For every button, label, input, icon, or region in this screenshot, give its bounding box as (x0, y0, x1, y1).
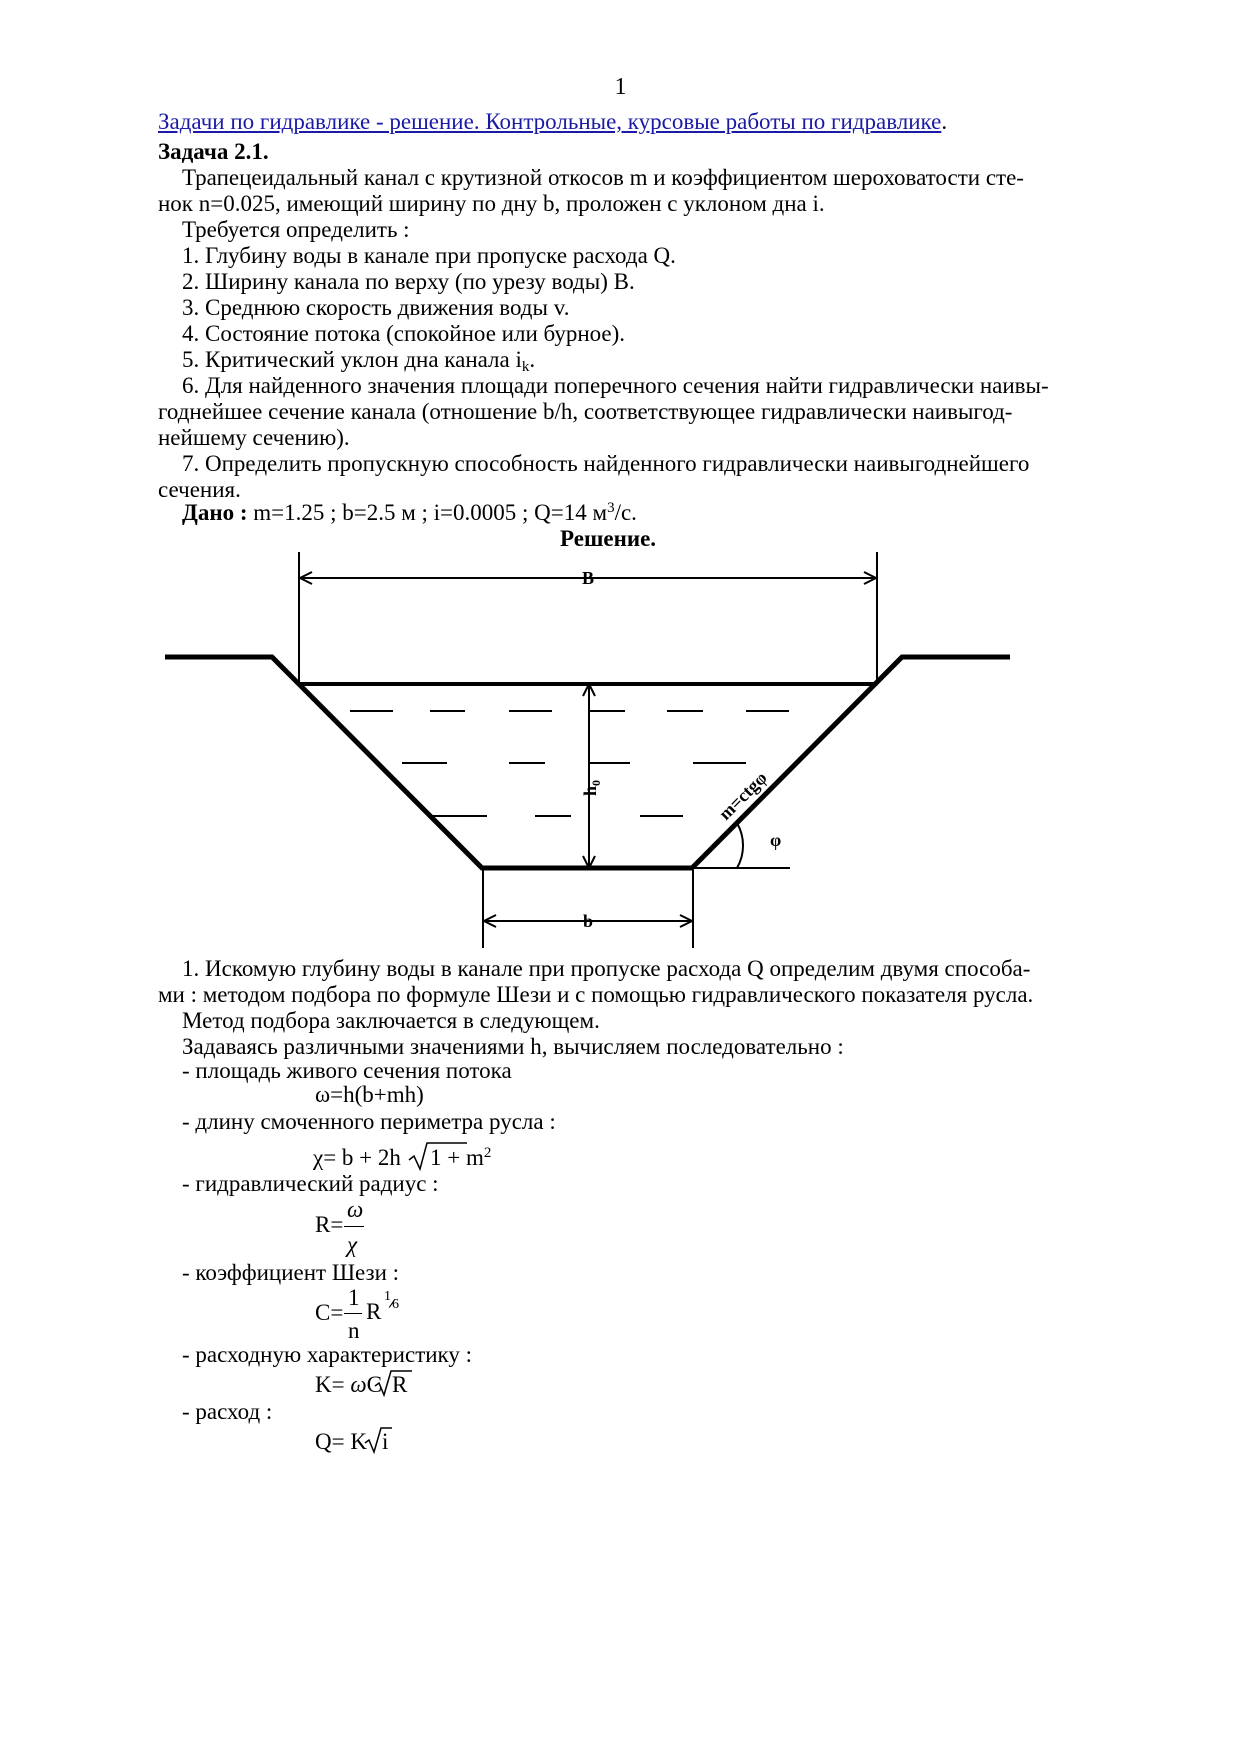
formula-discharge: Q= K (315, 1429, 367, 1454)
item-7-line-1: 7. Определить пропускную способность найденного гидравлически наивыгоднейшего (182, 451, 1030, 476)
task-title: Задача 2.1. (158, 139, 269, 164)
formula-chezy-power-num: 1 (384, 1289, 391, 1304)
header-link-line (158, 110, 947, 133)
item-6-line-3: нейшему сечению). (158, 425, 350, 450)
item-1: 1. Глубину воды в канале при пропуске расхода Q. (182, 243, 676, 268)
formula-radius-denominator: χ (347, 1232, 358, 1257)
step-chezy: - коэффициент Шези : (182, 1260, 400, 1285)
formula-radius-bar (344, 1226, 364, 1227)
item-3: 3. Среднюю скорость движения воды v. (182, 295, 570, 320)
formula-chezy-power-den: 6 (392, 1297, 399, 1312)
formula-area: ω=h(b+mh) (315, 1082, 424, 1107)
formula-radius-numerator: ω (347, 1197, 364, 1222)
item-2: 2. Ширину канала по верху (по урезу воды) B. (182, 269, 635, 294)
intro-line-2: нок n=0.025, имеющий ширину по дну b, проложен с уклоном дна i. (158, 191, 825, 216)
formula-chezy-bar (344, 1313, 362, 1314)
step-perimeter: - длину смоченного периметра русла : (182, 1109, 556, 1134)
step-conveyance: - расходную характеристику : (182, 1342, 473, 1367)
step-area: - площадь живого сечения потока (182, 1058, 512, 1083)
formula-chezy-numerator: 1 (348, 1285, 360, 1310)
page-number: 1 (614, 74, 627, 100)
sqrt-sign-discharge (364, 1425, 394, 1455)
requires-line: Требуется определить : (182, 217, 410, 242)
label-h0: $h_0$ (580, 779, 603, 797)
formula-conveyance: K= ωC (315, 1372, 382, 1397)
header-link[interactable]: Задачи по гидравлике - решение. Контрольные, курсовые работы по гидравлике (158, 109, 942, 134)
solution-line-3: Метод подбора заключается в следующем. (182, 1008, 600, 1033)
formula-chezy-R: R (366, 1299, 382, 1324)
step-discharge: - расход : (182, 1399, 273, 1424)
given-line: Дано : m=1.25 ; b=2.5 м ; i=0.0005 ; Q=14 $м^3/с$. (182, 500, 637, 525)
formula-chezy-lhs: C= (315, 1300, 344, 1325)
formula-perimeter: χ= b + 2h (313, 1145, 401, 1170)
formula-conveyance-radicand: R (392, 1372, 408, 1397)
step-radius: - гидравлический радиус : (182, 1171, 439, 1196)
solution-heading: Решение. (560, 526, 657, 551)
item-5-subscript: k (521, 359, 530, 375)
given-label: Дано : (182, 500, 248, 525)
formula-perimeter-radicand: $1 + m^2$ (430, 1145, 492, 1170)
angle-arc (737, 823, 743, 868)
item-6-line-2: годнейшее сечение канала (отношение b/h, соответствующее гидравлически наивыгод- (158, 399, 1013, 424)
item-4: 4. Состояние потока (спокойное или бурное). (182, 321, 626, 346)
intro-line-1: Трапецеидальный канал с крутизной откосов m и коэффициентом шероховатости сте- (182, 165, 1024, 190)
solution-line-4: Задаваясь различными значениями h, вычисляем последовательно : (182, 1034, 844, 1059)
label-B: B (581, 568, 595, 588)
item-5: 5. Критический уклон дна канала $i_k$. (182, 347, 536, 375)
item-6-line-1: 6. Для найденного значения площади поперечного сечения найти гидравлически наивы- (182, 373, 1049, 398)
formula-radius-lhs: R= (315, 1212, 344, 1237)
solution-line-2: ми : методом подбора по формуле Шези и с помощью гидравлического показателя русла. (158, 982, 1034, 1007)
formula-chezy-denominator: n (348, 1318, 360, 1343)
label-phi: φ (770, 830, 782, 850)
label-slope: m=ctgφ (714, 767, 771, 824)
label-b: b (582, 911, 594, 931)
channel-diagram (0, 540, 1241, 960)
header-link-period: . (941, 109, 948, 134)
solution-line-1: 1. Искомую глубину воды в канале при пропуске расхода Q определим двумя способа- (182, 956, 1031, 981)
formula-discharge-radicand: i (382, 1429, 389, 1454)
item-7-line-2: сечения. (158, 477, 241, 502)
